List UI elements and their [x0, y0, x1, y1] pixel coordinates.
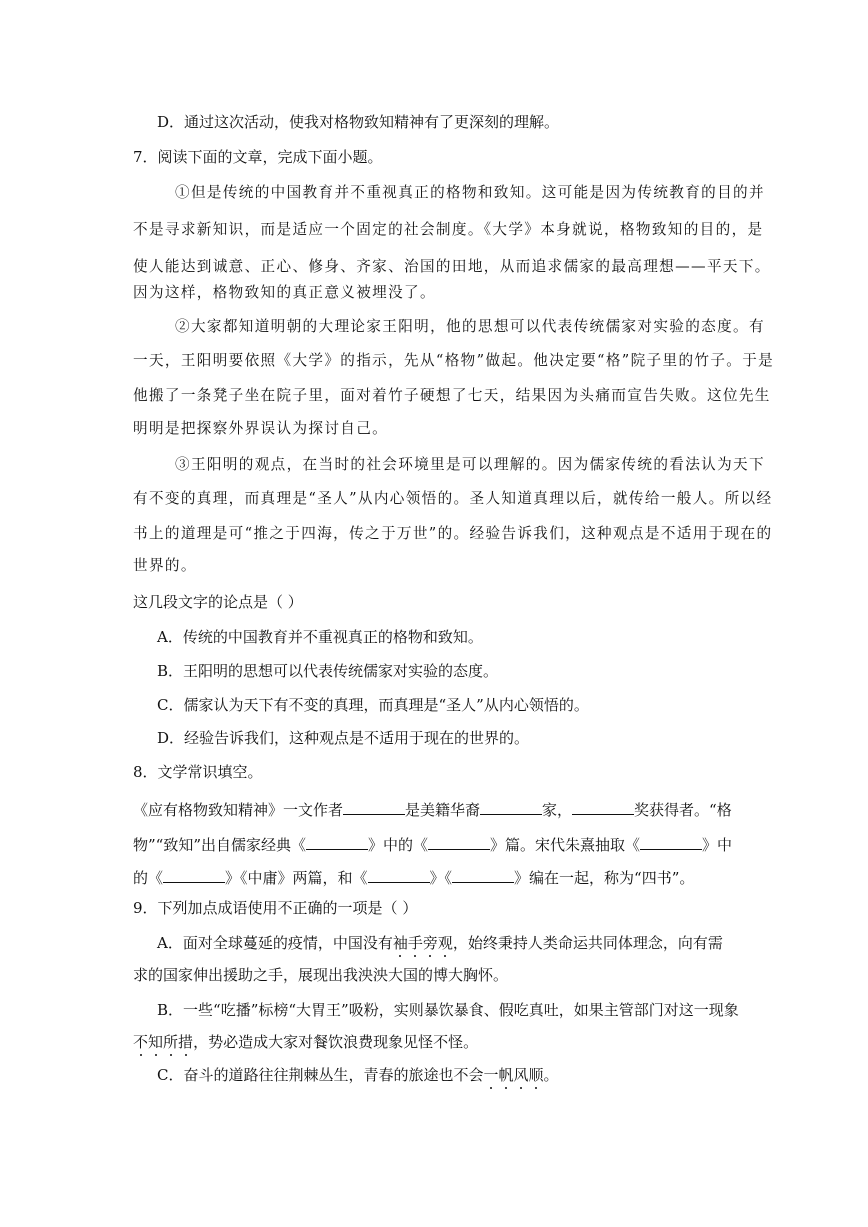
dotted-char: 所: [163, 1033, 179, 1051]
q7-option-d: D．经验告诉我们，这种观点是不适用于现在的世界的。: [157, 729, 530, 747]
q8-text: 物”“致知”出自儒家经典《: [133, 836, 307, 854]
blank-author: [343, 800, 405, 815]
q9-text: C．奋斗的道路往往荆棘丛生，青春的旅途也不会: [157, 1066, 484, 1084]
q9-option-a-line-2: 求的国家伸出援助之手，展现出我泱泱大国的博大胸怀。: [133, 966, 509, 984]
q8-text: 》编在一起，称为“四书”。: [514, 869, 695, 887]
dotted-char: 帆: [498, 1066, 514, 1084]
q8-line-1: [133, 800, 732, 818]
q9-text: ，势必造成大家对餐饮浪费现象见怪不怪。: [193, 1033, 479, 1051]
q7-option-b: B．王阳明的思想可以代表传统儒家对实验的态度。: [157, 662, 499, 680]
dotted-char: 风: [513, 1066, 529, 1084]
blank-book-1: [368, 868, 430, 883]
q9-text: ，始终秉持人类命运共同体理念，向有需: [452, 934, 723, 952]
q8-text: 家，: [542, 801, 573, 819]
q8-text: 的《: [133, 869, 164, 887]
blank-chapter: [428, 835, 490, 850]
dotted-char: 袖: [392, 934, 408, 952]
blank-chapter-2: [163, 868, 225, 883]
blank-classic: [306, 835, 368, 850]
q9-text: 。: [543, 1066, 559, 1084]
q8-text: 《应有格物致知精神》一文作者: [133, 801, 344, 819]
q8-text: 奖获得者。“格: [634, 801, 732, 819]
article-p3-line: 有不变的真理，而真理是“圣人”从内心领悟的。圣人知道真理以后，就传给一般人。所以经: [133, 490, 773, 507]
q8-text: 》《中庸》两篇，和《: [225, 869, 368, 887]
article-p2-line: ②大家都知道明朝的大理论家王阳明，他的思想可以代表传统儒家对实验的态度。有: [175, 318, 765, 335]
article-p1-line: 使人能达到诚意、正心、修身、齐家、治国的田地，从而追求儒家的最高理想——平天下。: [133, 258, 771, 275]
article-p2-line: 明明是把探察外界误认为探讨自己。: [133, 420, 389, 437]
q7-option-a: A．传统的中国教育并不重视真正的格物和致知。: [157, 628, 483, 646]
q9-prompt: 9．下列加点成语使用不正确的一项是（ ）: [133, 899, 418, 917]
dotted-char: 措: [178, 1033, 194, 1051]
blank-book-2: [452, 868, 514, 883]
q7-question: 这几段文字的论点是（ ）: [133, 593, 303, 611]
blank-profession: [480, 800, 542, 815]
q8-line-2: [133, 835, 732, 853]
article-p3-line: ③王阳明的观点，在当时的社会环境里是可以理解的。因为儒家传统的看法认为天下: [175, 456, 765, 473]
dotted-char: 知: [148, 1033, 164, 1051]
article-p2-line: 他搬了一条凳子坐在院子里，面对着竹子硬想了七天，结果因为头痛而宣告失败。这位先生: [133, 387, 771, 404]
blank-source-book: [640, 835, 702, 850]
q8-text: 是美籍华裔: [405, 801, 481, 819]
article-p2-line: 一天，王阳明要依照《大学》的指示，先从“格物”做起。他决定要“格”院子里的竹子。于是: [133, 352, 775, 369]
article-p1-line: ①但是传统的中国教育并不重视真正的格物和致知。这可能是因为传统教育的目的并: [175, 184, 765, 201]
q8-line-3: [133, 868, 694, 886]
article-p3-line: 书上的道理是可“推之于四海，传之于万世”的。经验告诉我们，这种观点是不适用于现在的: [133, 525, 773, 542]
q8-text: 》中: [702, 836, 733, 854]
dotted-char: 不: [133, 1033, 149, 1051]
dotted-char: 顺: [528, 1066, 544, 1084]
q9-option-b-line-1: B．一些“吃播”标榜“大胃王”吸粉，实则暴饮暴食、假吃真吐，如果主管部门对这一现象: [157, 1001, 739, 1019]
q9-text: A．面对全球蔓延的疫情，中国没有: [157, 934, 393, 952]
dotted-char: 观: [437, 934, 453, 952]
q6-option-d: D．通过这次活动，使我对格物致知精神有了更深刻的理解。: [157, 113, 560, 131]
dotted-char: 一: [483, 1066, 499, 1084]
dotted-char: 手: [407, 934, 423, 952]
q9-option-c: [157, 1068, 559, 1083]
article-p1-line: 因为这样，格物致知的真正意义被埋没了。: [133, 284, 436, 301]
q8-prompt: 8．文学常识填空。: [133, 763, 263, 781]
q8-text: 》篇。宋代朱熹抽取《: [490, 836, 641, 854]
q8-text: 》《: [429, 869, 453, 887]
article-p3-line: 世界的。: [133, 557, 197, 574]
article-p1-line: 不是寻求新知识，而是适应一个固定的社会制度。《大学》本身就说，格物致知的目的，是: [133, 221, 764, 238]
q9-option-b-line-2: [133, 1035, 478, 1050]
blank-prize: [572, 800, 634, 815]
q7-prompt: 7．阅读下面的文章，完成下面小题。: [133, 148, 383, 166]
q7-option-c: C．儒家认为天下有不变的真理，而真理是“圣人”从内心领悟的。: [157, 696, 589, 714]
q8-text: 》中的《: [368, 836, 429, 854]
dotted-char: 旁: [422, 934, 438, 952]
q9-option-a-line-1: [157, 936, 723, 951]
